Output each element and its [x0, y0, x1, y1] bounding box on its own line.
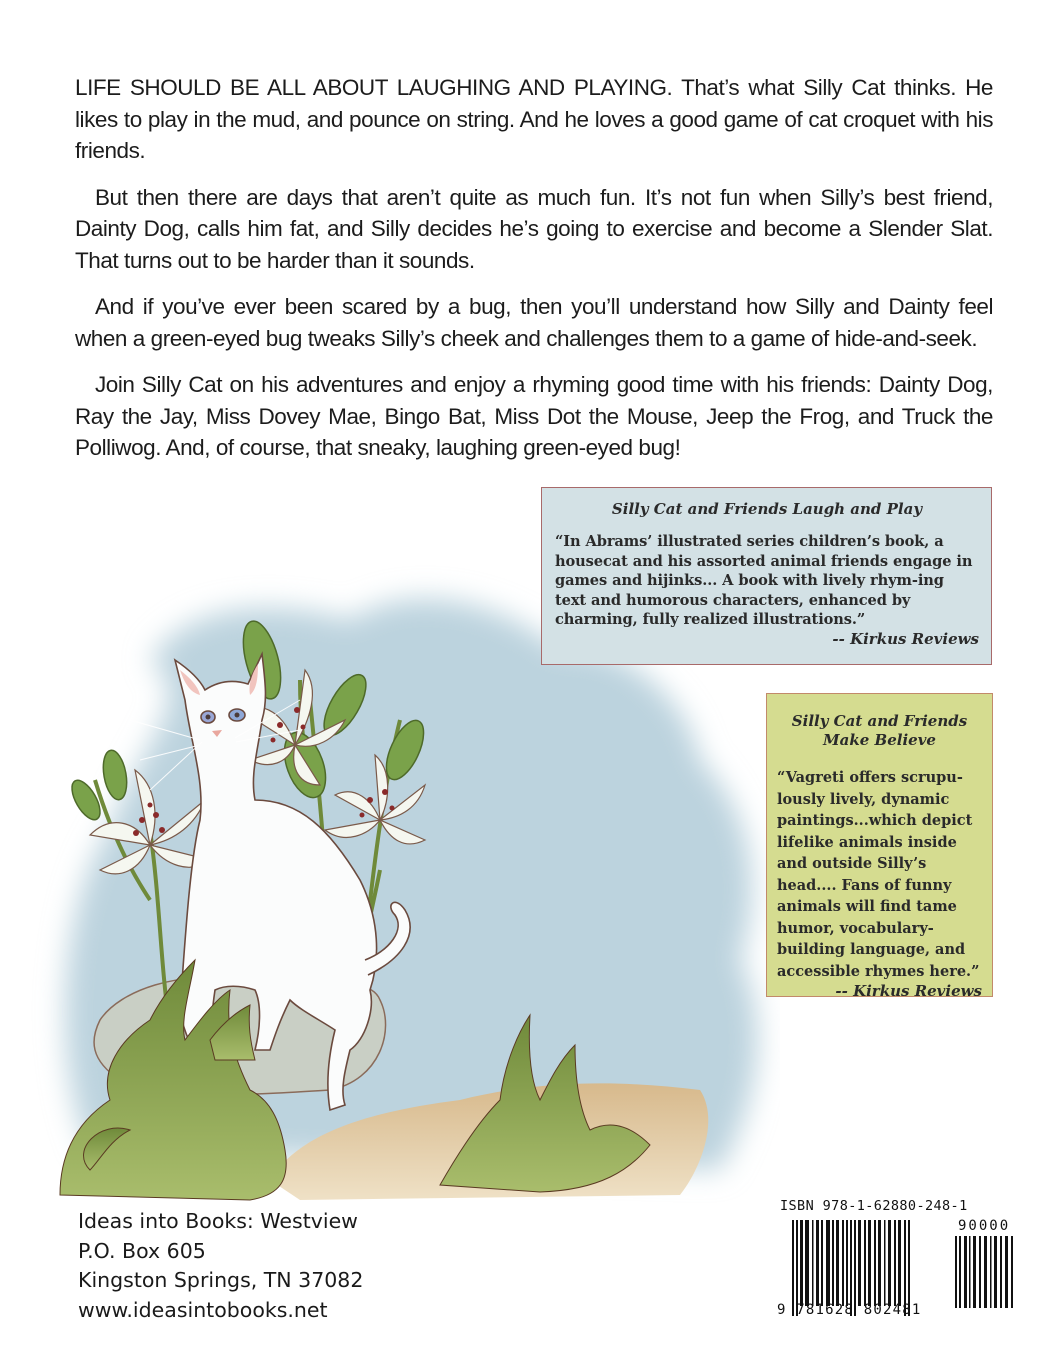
blurb-paragraph-4: Join Silly Cat on his adventures and enjoy a rhyming good time with his friends: Dainty Dog, Ray the Jay, Miss Dovey Mae, Bingo Bat, Miss Dot the Mouse, Jeep the Frog, and Truck the Polliwog. And, of course, that sneaky, laughing green-eyed bug! [75, 372, 993, 460]
review-title-line-1: Silly Cat and Friends [791, 712, 968, 730]
price-addon-code: 90000 [958, 1218, 1011, 1234]
review-source: -- Kirkus Reviews [832, 629, 979, 648]
review-quote: “In Abrams’ illustrated series children’s book, a housecat and his assorted animal friends engage in games and hijinks... A book with lively rhym-ing text and humorous characters, enhanced by charming, fully realized illustrations.” [555, 533, 973, 628]
isbn-label: ISBN 978-1-62880-248-1 [780, 1198, 968, 1214]
publisher-name: Ideas into Books: Westview [78, 1209, 358, 1233]
blurb-paragraph-3: And if you’ve ever been scared by a bug, then you’ll understand how Silly and Dainty feel when a green-eyed bug tweaks Silly’s cheek and challenges them to a game of hide-and-seek. [75, 294, 993, 351]
review-box-laugh-and-play [541, 487, 992, 665]
ean-left-group: 781628 [796, 1302, 855, 1318]
review-title-line-2: Make Believe [823, 731, 936, 749]
review-quote: “Vagreti offers scrupu-lously lively, dynamic paintings...which depict lifelike animals inside and outside Silly’s head.... Fans of funny animals will find tame humor, vocabulary-building language, and accessible rhymes here.” [777, 769, 980, 980]
isbn-barcode [770, 1190, 1030, 1330]
ean-right-group: 802481 [863, 1302, 922, 1318]
publisher-po-box: P.O. Box 605 [78, 1238, 206, 1263]
review-box-make-believe [766, 693, 993, 1000]
ean-digits [777, 1302, 921, 1318]
review-book-title [777, 712, 982, 750]
ean-first-digit: 9 [777, 1302, 787, 1318]
publisher-city: Kingston Springs, TN 37082 [78, 1268, 364, 1292]
blurb-paragraph-2: But then there are days that aren’t quite as much fun. It’s not fun when Silly’s best friend, Dainty Dog, calls him fat, and Silly decides he’s going to exercise and become a Slender Slat. That turns out to be harder than it sounds. [75, 184, 993, 273]
review-book-title: Silly Cat and Friends Laugh and Play [611, 500, 923, 518]
blurb-paragraph-1: LIFE SHOULD BE ALL ABOUT LAUGHING AND PLAYING. That’s what Silly Cat thinks. He likes to play in the mud, and pounce on string. And he loves a good game of cat croquet with his friends. [75, 75, 993, 163]
review-source: -- Kirkus Reviews [835, 982, 982, 1000]
publisher-address [78, 1207, 363, 1325]
publisher-website[interactable]: www.ideasintobooks.net [78, 1297, 328, 1322]
book-blurb [75, 72, 993, 479]
addon-barcode-bars [954, 1236, 1016, 1308]
